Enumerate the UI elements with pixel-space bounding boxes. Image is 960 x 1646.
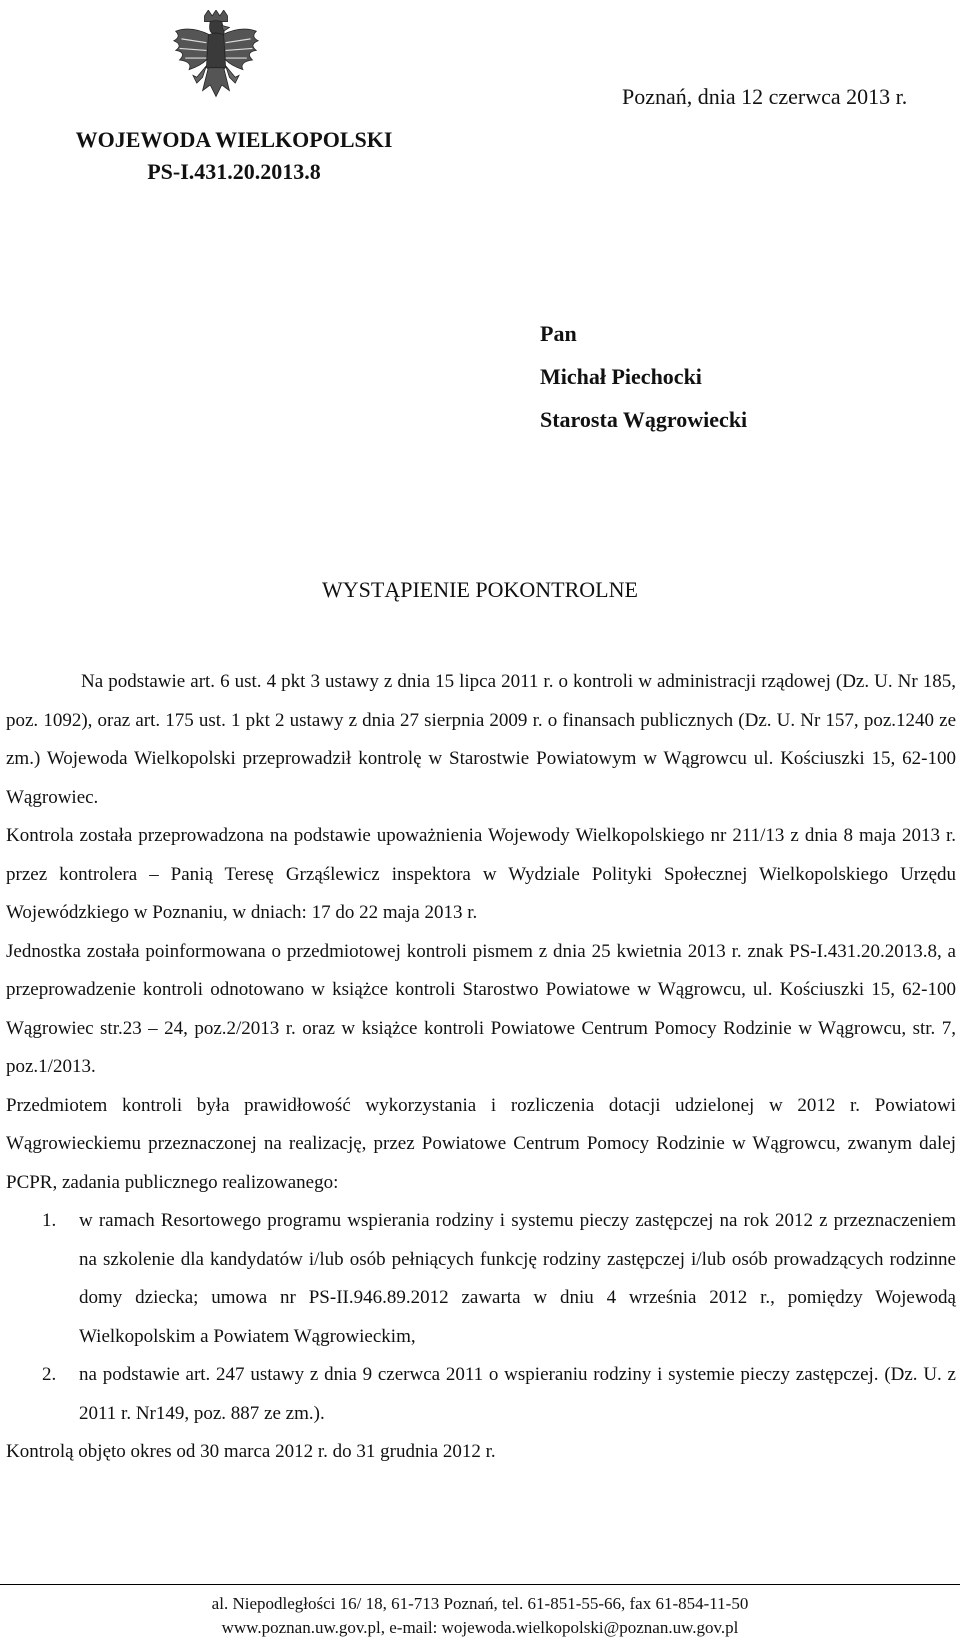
footer-address: al. Niepodległości 16/ 18, 61-713 Poznań, tel. 61-851-55-66, fax 61-854-11-50	[211, 1594, 749, 1613]
footer-contact: www.poznan.uw.gov.pl, e-mail: wojewoda.wielkopolski@poznan.uw.gov.pl	[221, 1618, 739, 1637]
addressee-salutation: Pan	[540, 321, 577, 346]
addressee-name: Michał Piechocki	[540, 364, 702, 389]
footer-divider	[0, 1584, 960, 1585]
addressee-block	[540, 312, 747, 441]
body-paragraph: Jednostka została poinformowana o przedmiotowej kontroli pismem z dnia 25 kwietnia 2013 r. znak PS-I.431.20.2013.8, a przeprowadzenie kontroli odnotowano w książce kontroli Starostwo Powiatowe w Wągrowcu, ul. Kościuszki 15, 62-100 Wągrowiec str.23 – 24, poz.2/2013 r. oraz w książce kontroli Powiatowe Centrum Pomocy Rodzinie w Wągrowcu, str. 7, poz.1/2013.	[6, 940, 956, 1077]
authority-name: WOJEWODA WIELKOPOLSKI	[75, 127, 393, 152]
list-item-number: 2.	[42, 1364, 57, 1385]
document-title: WYSTĄPIENIE POKONTROLNE	[322, 577, 638, 602]
letter-date: Poznań, dnia 12 czerwca 2013 r.	[622, 84, 908, 109]
list-item-text: na podstawie art. 247 ustawy z dnia 9 czerwca 2011 o wspieraniu rodziny i systemie pieczy zastępczej. (Dz. U. z 2011 r. Nr149, poz. 887 ze zm.).	[79, 1364, 956, 1424]
case-reference: PS-I.431.20.2013.8	[147, 159, 321, 184]
list-item	[6, 1202, 956, 1356]
footer	[0, 1592, 960, 1640]
polish-eagle-icon	[168, 10, 264, 110]
body-paragraph: Kontrolą objęto okres od 30 marca 2012 r. do 31 grudnia 2012 r.	[6, 1441, 496, 1462]
issuing-authority-block	[50, 124, 418, 188]
task-list	[6, 1202, 956, 1433]
body-paragraph: Kontrola została przeprowadzona na podstawie upoważnienia Wojewody Wielkopolskiego nr 211/13 z dnia 8 maja 2013 r. przez kontrolera – Panią Teresę Grząślewicz inspektora w Wydziale Polityki Społecznej Wielkopolskiego Urzędu Wojewódzkiego w Poznaniu, w dniach: 17 do 22 maja 2013 r.	[6, 825, 956, 923]
list-item-number: 1.	[42, 1210, 57, 1231]
letter-body	[6, 663, 956, 1472]
body-paragraph: Przedmiotem kontroli była prawidłowość wykorzystania i rozliczenia dotacji udzielonej w 2012 r. Powiatowi Wągrowieckiemu przeznaczonej na realizację, przez Powiatowe Centrum Pomocy Rodzinie w Wągrowcu, zwanym dalej PCPR, zadania publicznego realizowanego:	[6, 1094, 956, 1193]
addressee-position: Starosta Wągrowiecki	[540, 407, 748, 432]
body-paragraph: Na podstawie art. 6 ust. 4 pkt 3 ustawy z dnia 15 lipca 2011 r. o kontroli w administracji rządowej (Dz. U. Nr 185, poz. 1092), oraz art. 175 ust. 1 pkt 2 ustawy z dnia 27 sierpnia 2009 r. o finansach publicznych (Dz. U. Nr 157, poz.1240 ze zm.) Wojewoda Wielkopolski przeprowadził kontrolę w Starostwie Powiatowym w Wągrowcu ul. Kościuszki 15, 62-100 Wągrowiec.	[6, 671, 956, 808]
list-item	[6, 1356, 956, 1433]
list-item-text: w ramach Resortowego programu wspierania rodziny i systemu pieczy zastępczej na rok 2012 z przeznaczeniem na szkolenie dla kandydatów i/lub osób pełniących funkcję rodziny zastępczej i/lub osób prowadzących rodzinne domy dziecka; umowa nr PS-II.946.89.2012 zawarta w dniu 4 września 2012 r., pomiędzy Wojewodą Wielkopolskim a Powiatem Wągrowieckim,	[79, 1210, 956, 1347]
